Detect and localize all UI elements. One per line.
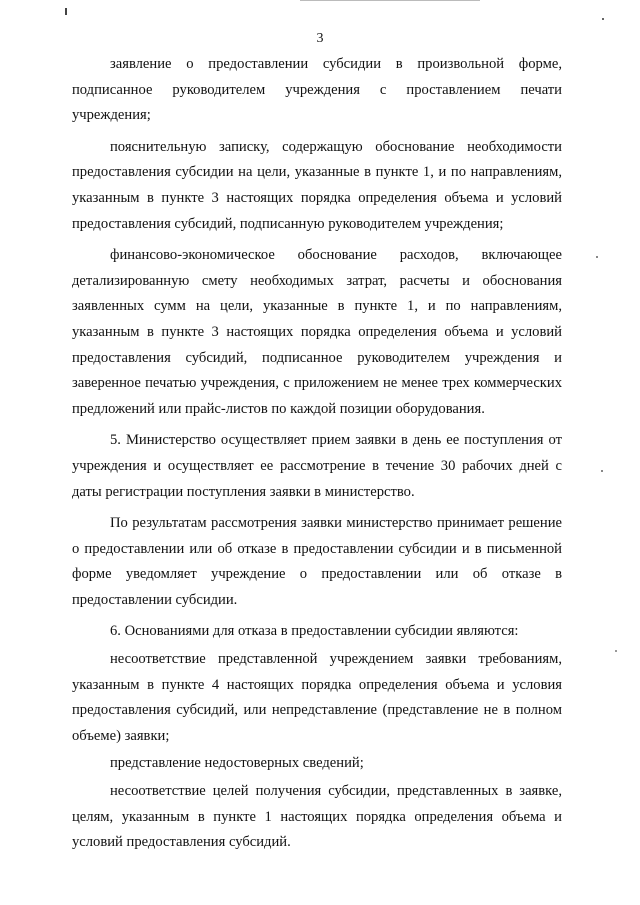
paragraph-noncompliance: несоответствие представленной учреждением заявки требованиям, указанным в пункте 4 настоящих порядка определения объема и условия предоставления субсидий, или непредставление (представление не в полном объеме) заявки; xyxy=(72,651,562,744)
scan-artifact-dot xyxy=(596,256,598,258)
page-number: 3 xyxy=(316,31,324,46)
scan-artifact-dot xyxy=(601,470,603,472)
scan-artifact-dot xyxy=(615,650,617,652)
scan-artifact-mark xyxy=(65,8,67,15)
paragraph-explanatory-note: пояснительную записку, содержащую обоснование необходимости предоставления субсидии на цели, указанные в пункте 1, и по направлениям, указанным в пункте 3 настоящих порядка определения объема и условий предоставления субсидий, подписанную руководителем учреждения; xyxy=(72,138,562,232)
paragraph-application: заявление о предоставлении субсидии в произвольной форме, подписанное руководителем учреждения с проставлением печати учреждения; xyxy=(72,56,562,124)
paragraph-financial-justification: финансово-экономическое обоснование расходов, включающее детализированную смету необходимых затрат, расчеты и обоснования заявленных сумм на цели, указанные в пункте 1, и по направлениям, указанным в пункте 3 настоящих порядка определения объема и условий предоставления субсидий, подписанное руководителем учреждения и заверенное печатью учреждения, с приложением не менее трех коммерческих предложений или прайс-листов по каждой позиции оборудования. xyxy=(72,247,562,417)
paragraph-false-info: представление недостоверных сведений; xyxy=(110,755,364,772)
paragraph-section-6: 6. Основаниями для отказа в предоставлении субсидии являются: xyxy=(110,623,519,640)
paragraph-section-5: 5. Министерство осуществляет прием заявки в день ее поступления от учреждения и осуществляет ее рассмотрение в течение 30 рабочих дней с даты регистрации поступления заявки в министерство. xyxy=(72,432,562,500)
paragraph-review-results: По результатам рассмотрения заявки министерство принимает решение о предоставлении или об отказе в предоставлении субсидии и в письменной форме уведомляет учреждение о предоставлении или об отказе в предоставлении субсидии. xyxy=(72,515,562,608)
scan-artifact-dot xyxy=(602,18,604,20)
body-text xyxy=(72,52,562,858)
scan-artifact-line xyxy=(300,0,480,1)
paragraph-goal-mismatch: несоответствие целей получения субсидии, представленных в заявке, целям, указанным в пункте 1 настоящих порядка определения объема и условий предоставления субсидий. xyxy=(72,783,562,851)
